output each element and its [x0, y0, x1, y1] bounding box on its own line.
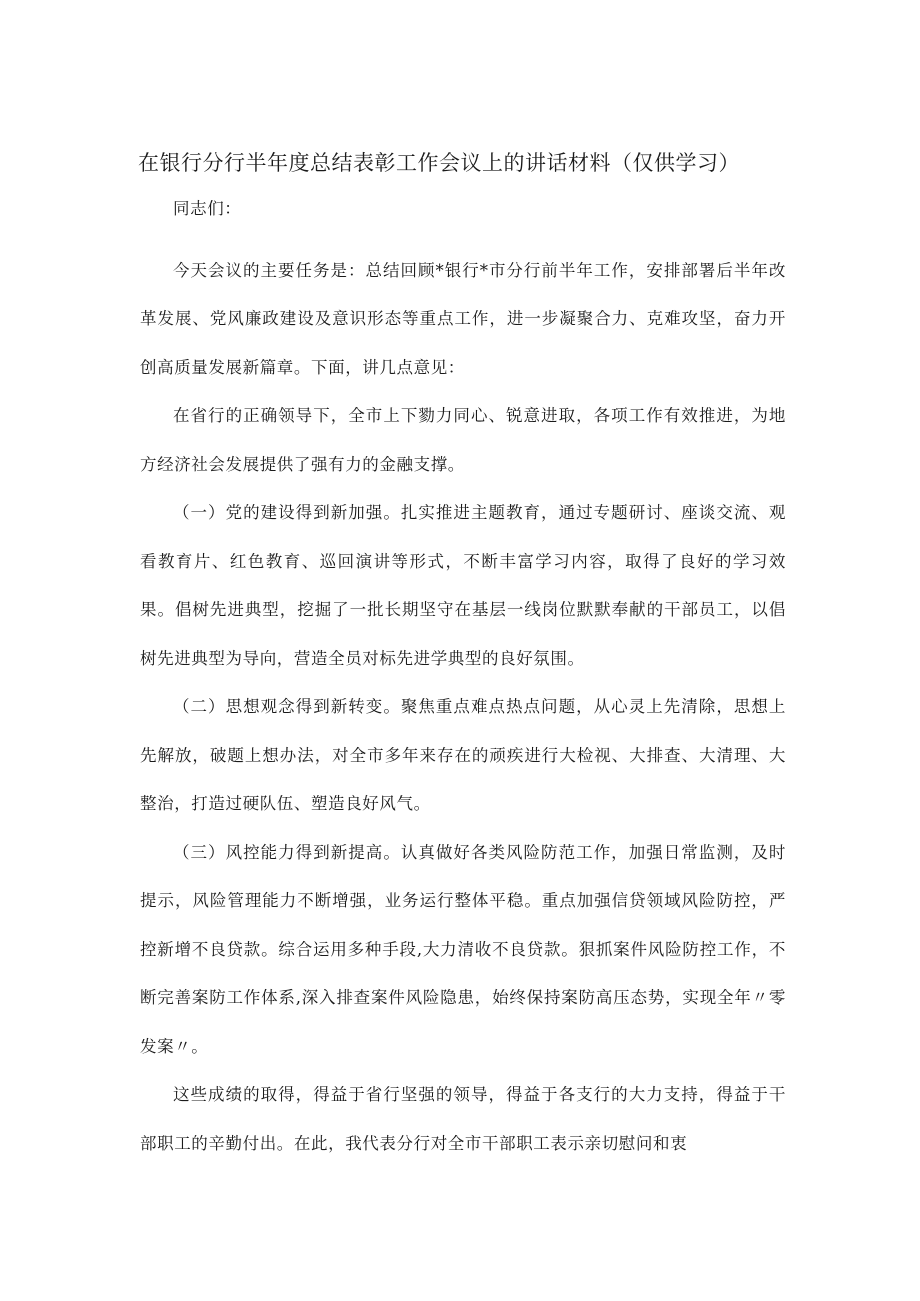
document-body — [140, 185, 786, 1168]
mindset-paragraph: （二）思想观念得到新转变。聚焦重点难点热点问题，从心灵上先清除，思想上先解放，破题上想办法，对全市多年来存在的顽疾进行大检视、大排查、大清理、大整治，打造过硬队伍、塑造良好风气。 — [140, 697, 786, 813]
party-building-paragraph: （一）党的建设得到新加强。扎实推进主题教育，通过专题研讨、座谈交流、观看教育片、红色教育、巡回演讲等形式，不断丰富学习内容，取得了良好的学习效果。倡树先进典型，挖掘了一批长期坚守在基层一线岗位默默奉献的干部员工，以倡树先进典型为导向，营造全员对标先进学典型的良好氛围。 — [140, 503, 786, 668]
acknowledgement-paragraph: 这些成绩的取得，得益于省行坚强的领导，得益于各支行的大力支持，得益于干部职工的辛勤付出。在此，我代表分行对全市干部职工表示亲切慰问和衷 — [140, 1085, 786, 1153]
greeting-paragraph: 同志们： — [173, 199, 242, 218]
overview-paragraph: 在省行的正确领导下，全市上下勠力同心、锐意进取，各项工作有效推进，为地方经济社会发展提供了强有力的金融支撑。 — [140, 406, 786, 474]
intro-paragraph: 今天会议的主要任务是：总结回顾*银行*市分行前半年工作，安排部署后半年改革发展、党风廉政建设及意识形态等重点工作，进一步凝聚合力、克难攻坚，奋力开创高质量发展新篇章。下面，讲几点意见： — [140, 260, 786, 377]
document-title: 在银行分行半年度总结表彰工作会议上的讲话材料（仅供学习） — [138, 151, 740, 175]
risk-control-paragraph: （三）风控能力得到新提高。认真做好各类风险防范工作，加强日常监测，及时提示，风险管理能力不断增强，业务运行整体平稳。重点加强信贷领域风险防控，严控新增不良贷款。综合运用多种手段,大力清收不良贷款。狠抓案件风险防控工作，不断完善案防工作体系,深入排查案件风险隐患，始终保持案防高压态势，实现全年〃零发案〃。 — [140, 842, 786, 1056]
